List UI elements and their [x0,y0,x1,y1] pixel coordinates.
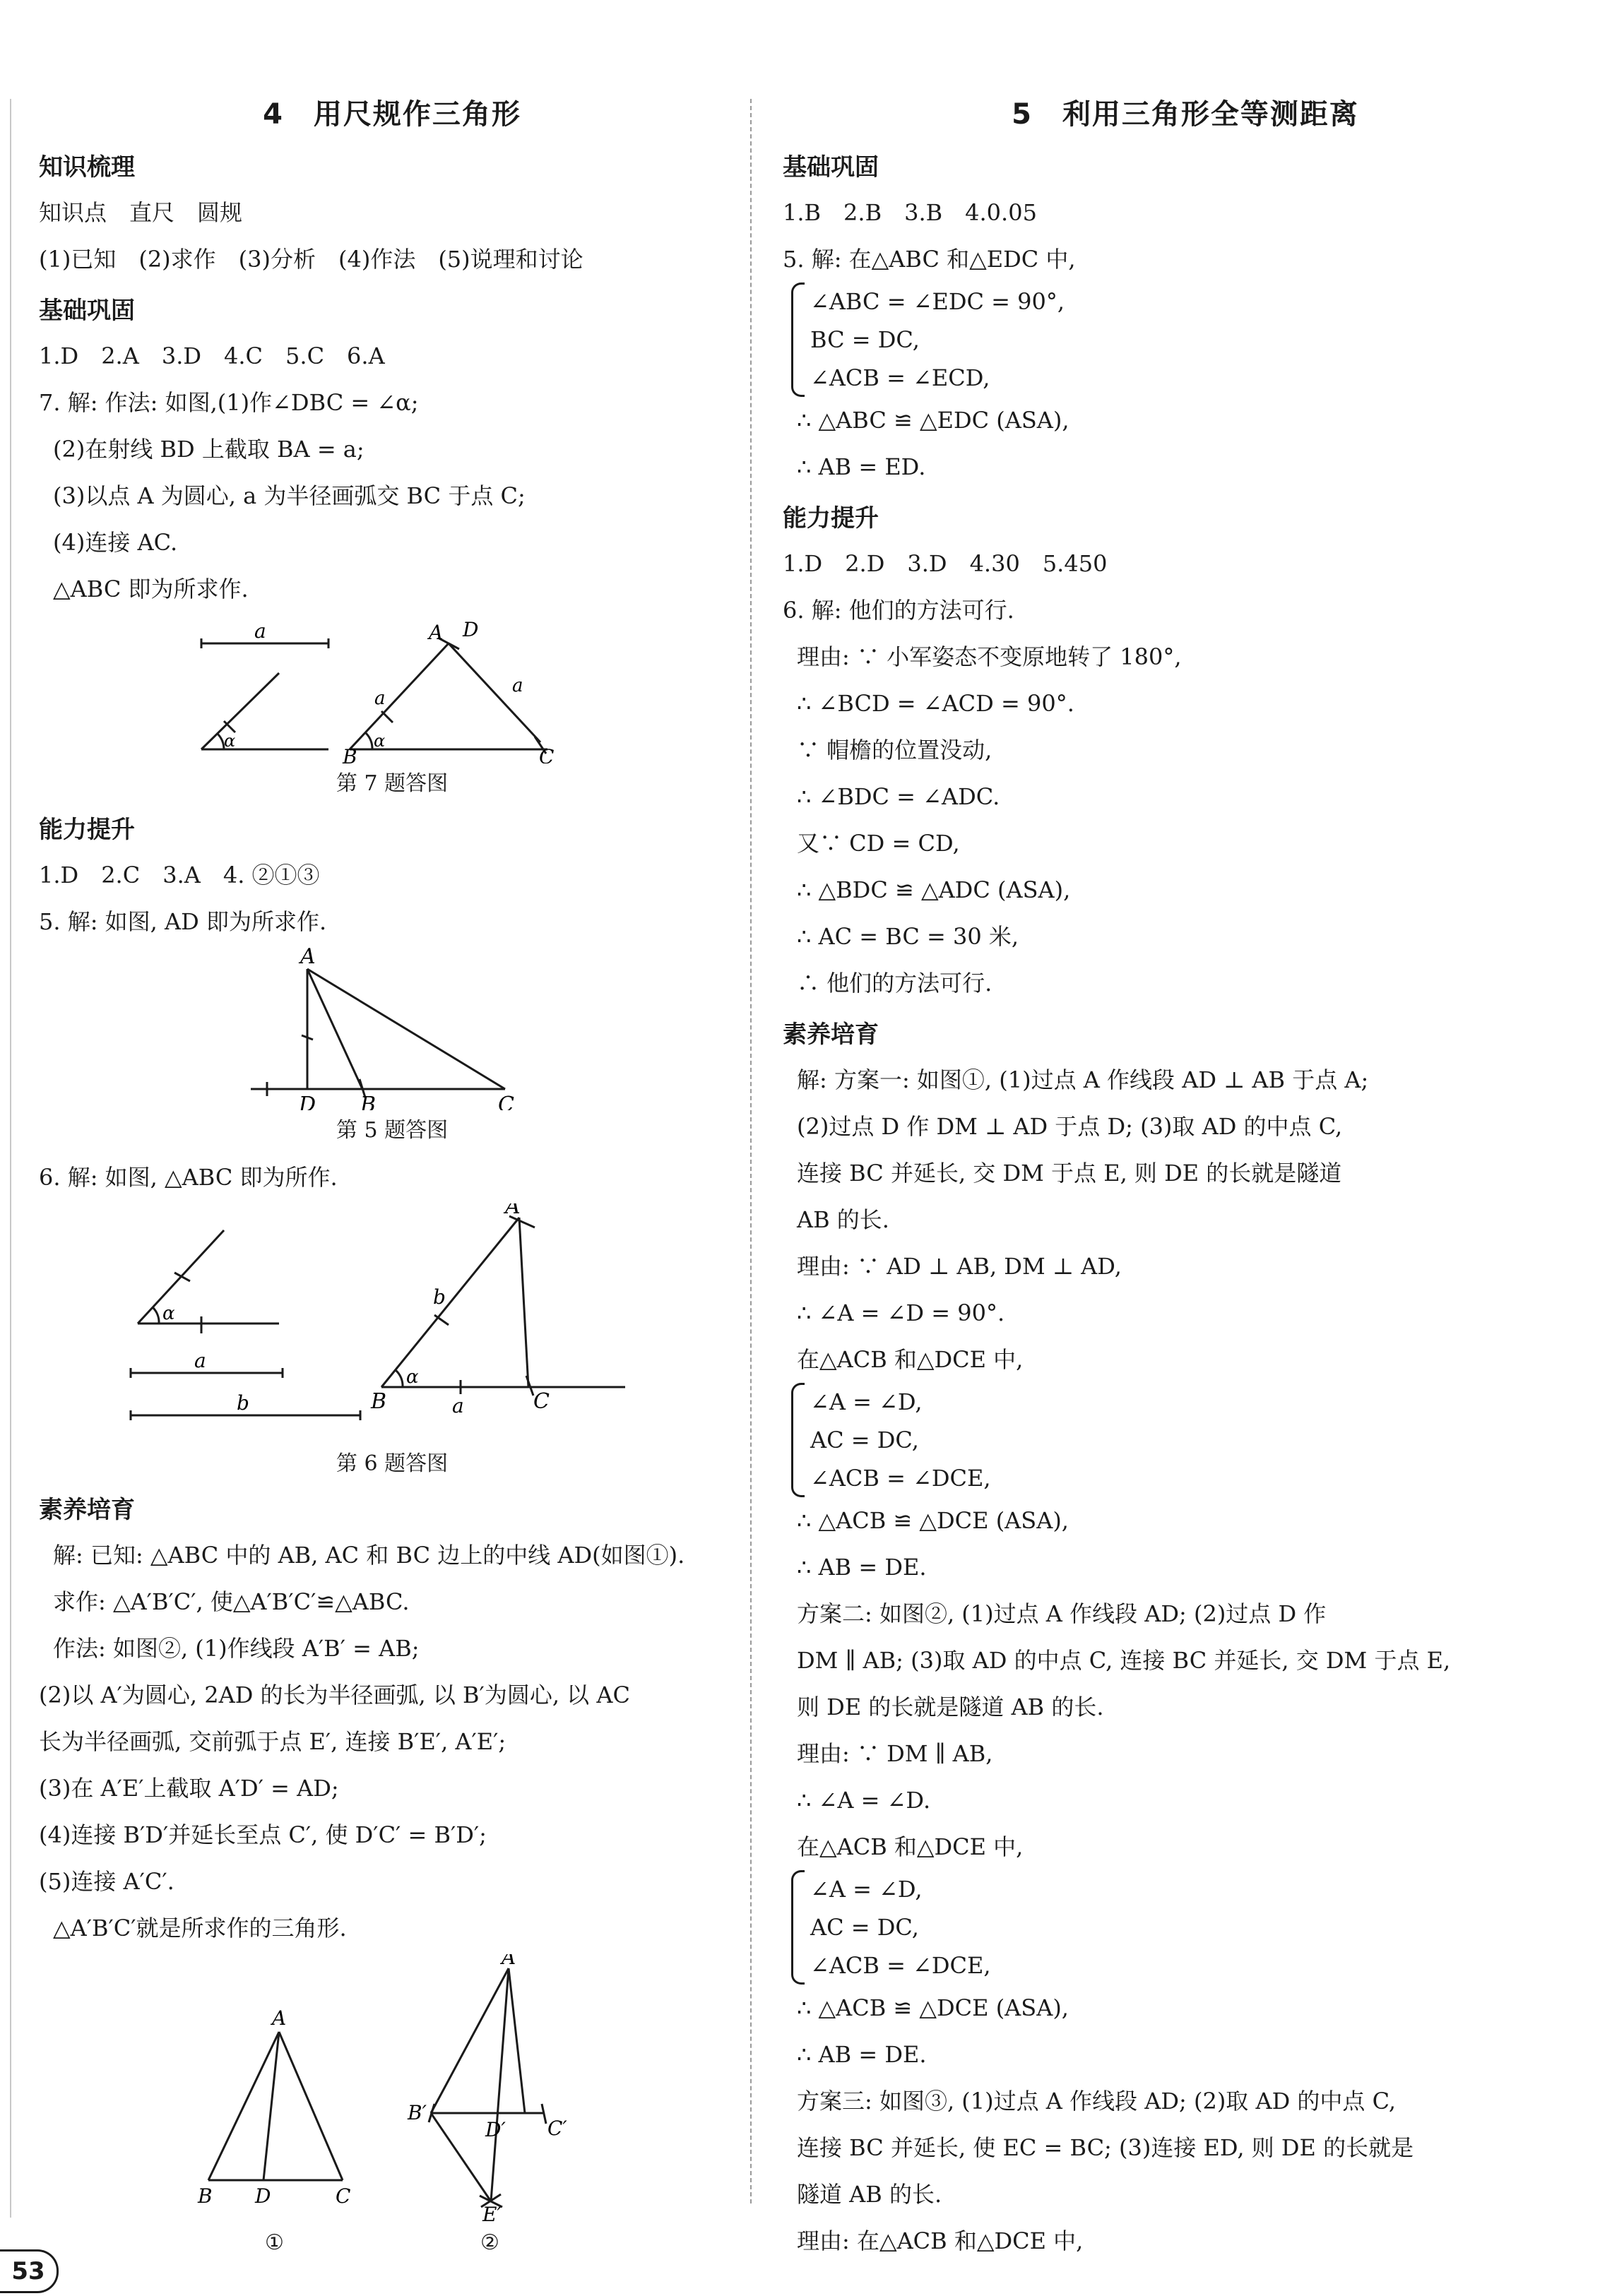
q5-system-line: BC = DC, [810,326,920,353]
q6-right-line: 6. 解: 他们的方法可行. [783,597,1014,624]
fig-lit-label-B: B [198,2184,213,2208]
literacy-line: △A′B′C′就是所求作的三角形. [53,1915,347,1941]
fig6-label-b2: b [433,1285,446,1309]
fig5-label-A: A [300,948,316,969]
fig7-caption: 第 7 题答图 [336,771,449,796]
basic-answers-right: 1.B 2.B 3.B 4.0.05 [783,199,1037,226]
q6-right-line: ∴ AC = BC = 30 米, [797,923,1019,950]
ability-answers-left: 1.D 2.C 3.A 4. ②①③ [39,862,320,888]
knowledge-steps: (1)已知 (2)求作 (3)分析 (4)作法 (5)说理和讨论 [39,246,583,273]
q6-right-line: ∴ △BDC ≌ △ADC (ASA), [797,876,1071,903]
plan1-system-line: ∠ACB = ∠DCE, [810,1465,991,1492]
q6-right-line: 理由: ∵ 小军姿态不变原地转了 180°, [797,643,1182,670]
q5-right-intro: 5. 解: 在△ABC 和△EDC 中, [783,246,1076,273]
section-title-4: 4 用尺规作三角形 [263,98,521,131]
ability-heading-left: 能力提升 [39,816,135,844]
figure-q5 [39,948,745,1148]
fig7-label-alpha: α [224,731,236,751]
fig5-caption: 第 5 题答图 [336,1118,449,1143]
literacy-line: (2)以 A′为圆心, 2AD 的长为半径画弧, 以 B′为圆心, 以 AC [39,1682,630,1708]
plan2-line: 则 DE 的长就是隧道 AB 的长. [797,1694,1104,1720]
plan2-conclusion: ∴ △ACB ≌ △DCE (ASA), [797,1994,1069,2021]
plan2-system [783,1870,1588,1985]
literacy-heading-left: 素养培育 [39,1496,135,1524]
q6-right-line: ∴ ∠BDC = ∠ADC. [797,783,1000,810]
q5-conclusion: ∴ △ABC ≌ △EDC (ASA), [797,407,1069,434]
fig6-label-C: C [533,1389,550,1414]
literacy-line: 作法: 如图②, (1)作线段 A′B′ = AB; [53,1635,420,1662]
plan3-line: 隧道 AB 的长. [797,2181,942,2208]
fig7-label-B: B [343,745,357,763]
fig5-label-C: C [498,1093,514,1110]
fig6-label-a2: a [452,1394,464,1417]
literacy-line: (5)连接 A′C′. [39,1868,174,1895]
plan1-line: 在△ACB 和△DCE 中, [797,1346,1024,1373]
brace-mark [791,1383,805,1497]
plan1-conclusion: ∴ AB = DE. [797,1554,927,1581]
q7-line: 7. 解: 作法: 如图,(1)作∠DBC = ∠α; [39,389,419,416]
plan1-line: ∴ ∠A = ∠D = 90°. [797,1299,1005,1326]
fig6-label-A: A [505,1203,521,1219]
q5-conclusion: ∴ AB = ED. [797,453,926,480]
fig-lit-label-Ep: E′ [482,2203,502,2223]
fig-lit-label-C: C [336,2184,351,2208]
fig7-label-D: D [463,618,479,641]
q7-line: (4)连接 AC. [53,529,178,556]
q6-right-line: 又∵ CD = CD, [797,830,960,857]
fig7-label-A: A [429,621,444,644]
literacy-line: (3)在 A′E′上截取 A′D′ = AD; [39,1775,339,1802]
fig7-label-a2: a [374,688,386,709]
brace-mark [791,1870,805,1985]
figure-q5-diagram [39,948,745,1110]
fig-lit-label-Ap: A′ [502,1954,521,1969]
knowledge-heading: 知识梳理 [39,153,135,182]
q5-system [783,282,1588,397]
literacy-line: 长为半径画弧, 交前弧于点 E′, 连接 B′E′, A′E′; [39,1728,506,1755]
page-number: 53 [0,2249,59,2293]
plan1-line: 连接 BC 并延长, 交 DM 于点 E, 则 DE 的长就是隧道 [797,1160,1342,1186]
plan2-system-line: AC = DC, [810,1914,919,1941]
basic-heading-right: 基础巩固 [783,153,879,182]
ability-answers-right: 1.D 2.D 3.D 4.30 5.450 [783,550,1108,577]
fig7-label-alpha2: α [374,731,386,751]
q7-line: (3)以点 A 为圆心, a 为半径画弧交 BC 于点 C; [53,482,526,509]
q5-left: 5. 解: 如图, AD 即为所求作. [39,908,327,935]
q6-left: 6. 解: 如图, △ABC 即为所作. [39,1164,338,1191]
fig-lit-label-Bp: B′ [408,2101,427,2124]
fig6-caption: 第 6 题答图 [336,1451,449,1476]
q5-system-line: ∠ABC = ∠EDC = 90°, [810,288,1065,315]
plan1-conclusion: ∴ △ACB ≌ △DCE (ASA), [797,1507,1069,1534]
q6-right-line: ∵ 帽檐的位置没动, [797,737,992,763]
fig6-label-a: a [194,1349,206,1372]
plan1-line: 理由: ∵ AD ⊥ AB, DM ⊥ AD, [797,1253,1122,1280]
plan2-system-line: ∠ACB = ∠DCE, [810,1952,991,1979]
plan3-line: 理由: 在△ACB 和△DCE 中, [797,2227,1084,2254]
fig-lit-label-A: A [272,2006,287,2030]
plan3-line: 连接 BC 并延长, 使 EC = BC; (3)连接 ED, 则 DE 的长就是 [797,2134,1414,2161]
fig5-label-B: B [360,1093,377,1110]
plan2-conclusion: ∴ AB = DE. [797,2041,927,2068]
fig-number-1: ① [265,2230,284,2255]
knowledge-point: 知识点 直尺 圆规 [39,199,243,226]
plan2-line: ∴ ∠A = ∠D. [797,1787,931,1814]
plan2-line: DM ∥ AB; (3)取 AD 的中点 C, 连接 BC 并延长, 交 DM 于点 E, [797,1647,1451,1674]
plan2-system-line: ∠A = ∠D, [810,1876,923,1903]
q5-system-line: ∠ACB = ∠ECD, [810,364,990,391]
right-column [783,92,1588,2264]
plan2-line: 理由: ∵ DM ∥ AB, [797,1740,993,1767]
literacy-line: (4)连接 B′D′并延长至点 C′, 使 D′C′ = B′D′; [39,1821,487,1848]
fig-number-2: ② [480,2230,499,2255]
figure-q6 [39,1203,745,1482]
fig-lit-label-Dp: D′ [485,2118,506,2141]
q6-right-line: ∴ ∠BCD = ∠ACD = 90°. [797,690,1074,717]
q7-line: △ABC 即为所求作. [53,576,249,602]
left-column [39,92,745,2266]
fig6-label-B: B [371,1389,387,1414]
plan2-line: 在△ACB 和△DCE 中, [797,1833,1024,1860]
plan1-line: 解: 方案一: 如图①, (1)过点 A 作线段 AD ⊥ AB 于点 A; [797,1066,1369,1093]
q6-right-line: ∴ 他们的方法可行. [797,970,992,997]
plan1-system [783,1383,1588,1497]
figure-q7-diagram [39,615,745,763]
plan1-system-line: AC = DC, [810,1427,919,1453]
fig7-label-C: C [539,745,555,763]
fig7-label-a3: a [512,675,523,696]
ability-heading-right: 能力提升 [783,504,879,533]
fig-lit-label-Cp: C′ [547,2117,567,2140]
figure-literacy [39,1954,745,2261]
fig6-label-b: b [237,1391,249,1415]
plan1-system-line: ∠A = ∠D, [810,1388,923,1415]
column-divider [750,99,752,2203]
literacy-heading-right: 素养培育 [783,1021,879,1049]
brace-mark [791,282,805,397]
plan3-line: 方案三: 如图③, (1)过点 A 作线段 AD; (2)取 AD 的中点 C, [797,2088,1397,2114]
basic-heading-left: 基础巩固 [39,297,135,325]
plan1-line: (2)过点 D 作 DM ⊥ AD 于点 D; (3)取 AD 的中点 C, [797,1113,1343,1140]
figure-q6-diagram [39,1203,745,1444]
literacy-line: 解: 已知: △ABC 中的 AB, AC 和 BC 边上的中线 AD(如图①). [53,1542,685,1569]
section-title-5: 5 利用三角形全等测距离 [1012,98,1359,131]
fig7-label-a: a [254,619,266,643]
fig5-label-D: D [299,1093,316,1110]
fig6-label-alpha: α [162,1303,175,1324]
page-edge-line [10,99,11,2218]
basic-answers-left: 1.D 2.A 3.D 4.C 5.C 6.A [39,343,385,369]
plan1-line: AB 的长. [797,1206,889,1233]
figure-q7 [39,615,745,802]
literacy-line: 求作: △A′B′C′, 使△A′B′C′≌△ABC. [53,1588,410,1615]
q7-line: (2)在射线 BD 上截取 BA = a; [53,436,365,463]
fig6-label-alpha2: α [406,1367,419,1388]
plan2-line: 方案二: 如图②, (1)过点 A 作线段 AD; (2)过点 D 作 [797,1600,1327,1627]
figure-literacy-diagram [39,1954,745,2223]
fig-lit-label-D: D [255,2184,271,2208]
figure-literacy-numbers [39,2225,745,2261]
